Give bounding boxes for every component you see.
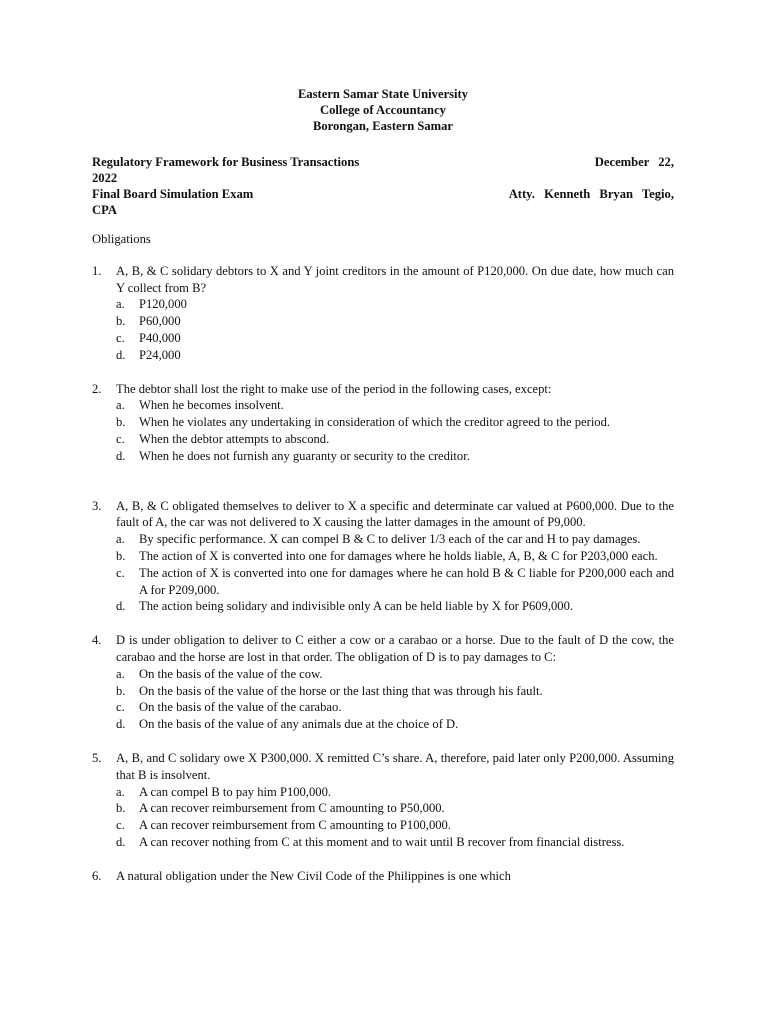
choice-text: When he does not furnish any guaranty or security to the creditor. — [139, 448, 470, 463]
choice-b — [116, 683, 674, 700]
instructor-name: Atty. Kenneth Bryan Tegio, — [508, 187, 674, 201]
choice-b — [116, 548, 674, 565]
choice-letter: c. — [116, 565, 125, 580]
question-text: A, B, & C solidary debtors to X and Y joint creditors in the amount of P120,000. On due date, how much can Y collect from B? — [116, 263, 674, 295]
choice-letter: d. — [116, 599, 126, 614]
choice-text: On the basis of the value of the horse or the last thing that was through his fault. — [139, 683, 543, 698]
choice-d — [116, 448, 674, 465]
question-number: 5. — [92, 750, 102, 765]
choice-a — [116, 531, 674, 548]
choice-d — [116, 598, 674, 615]
choice-d — [116, 716, 674, 733]
question-list — [92, 263, 674, 885]
choice-a — [116, 784, 674, 801]
choice-letter: d. — [116, 834, 126, 849]
choice-letter: a. — [116, 398, 125, 413]
choice-c — [116, 330, 674, 347]
exam-title: Final Board Simulation Exam — [92, 187, 254, 201]
choice-c — [116, 699, 674, 716]
choice-letter: a. — [116, 666, 125, 681]
choice-letter: a. — [116, 532, 125, 547]
choice-c — [116, 565, 674, 599]
choice-text: A can recover reimbursement from C amounting to P100,000. — [139, 818, 451, 833]
course-row — [92, 154, 674, 170]
choice-text: P60,000 — [139, 314, 181, 329]
choice-text: The action of X is converted into one for damages where he holds liable, A, B, & C for P203,000 each. — [139, 548, 658, 563]
question-1 — [92, 263, 674, 364]
choice-b — [116, 800, 674, 817]
university-name: Eastern Samar State University — [297, 87, 469, 101]
document-header — [92, 86, 674, 134]
choice-letter: b. — [116, 801, 126, 816]
exam-row — [92, 186, 674, 202]
choice-text: When he violates any undertaking in consideration of which the creditor agreed to the period. — [139, 415, 611, 430]
choice-text: A can compel B to pay him P100,000. — [139, 784, 332, 799]
choice-letter: d. — [116, 347, 126, 362]
choice-text: P120,000 — [139, 297, 187, 312]
question-4 — [92, 632, 674, 733]
course-title: Regulatory Framework for Business Transactions — [92, 155, 360, 169]
choice-list — [116, 666, 674, 733]
question-text: D is under obligation to deliver to C either a cow or a carabao or a horse. Due to the fault of D the cow, the carabao and the horse are lost in that order. The obligation of D is to pay damages to C: — [116, 633, 674, 664]
section-title: Obligations — [92, 232, 151, 246]
choice-letter: a. — [116, 784, 125, 799]
choice-b — [116, 313, 674, 330]
choice-text: The action being solidary and indivisible only A can be held liable by X for P609,000. — [139, 599, 574, 614]
question-2 — [92, 381, 674, 465]
choice-letter: d. — [116, 717, 126, 732]
choice-c — [116, 431, 674, 448]
document-page — [92, 86, 674, 885]
question-6 — [92, 868, 674, 885]
choice-text: By specific performance. X can compel B & C to deliver 1/3 each of the car and H to pay damages. — [139, 532, 641, 547]
choice-letter: d. — [116, 448, 126, 463]
choice-letter: b. — [116, 548, 126, 563]
question-text: A natural obligation under the New Civil Code of the Philippines is one which — [116, 868, 511, 883]
choice-text: On the basis of the value of any animals due at the choice of D. — [139, 717, 459, 732]
choice-letter: b. — [116, 415, 126, 430]
choice-text: A can recover nothing from C at this moment and to wait until B recover from financial distress. — [139, 834, 625, 849]
choice-text: A can recover reimbursement from C amounting to P50,000. — [139, 801, 445, 816]
college-name: College of Accountancy — [320, 103, 446, 117]
choice-text: The action of X is converted into one for damages where he can hold B & C liable for P200,000 each and A for P209,000. — [139, 565, 674, 597]
choice-a — [116, 666, 674, 683]
choice-list — [116, 397, 674, 464]
question-text: The debtor shall lost the right to make use of the period in the following cases, except: — [116, 381, 552, 396]
choice-a — [116, 397, 674, 414]
question-number: 1. — [92, 263, 102, 278]
choice-text: When the debtor attempts to abscond. — [139, 431, 330, 446]
choice-list — [116, 296, 674, 363]
choice-c — [116, 817, 674, 834]
choice-text: P24,000 — [139, 347, 181, 362]
choice-letter: a. — [116, 297, 125, 312]
question-number: 4. — [92, 633, 102, 648]
question-5 — [92, 750, 674, 851]
question-number: 6. — [92, 868, 102, 883]
choice-letter: b. — [116, 683, 126, 698]
choice-letter: c. — [116, 818, 125, 833]
choice-a — [116, 296, 674, 313]
exam-meta — [92, 154, 674, 218]
choice-text: On the basis of the value of the carabao. — [139, 700, 342, 715]
question-text: A, B, and C solidary owe X P300,000. X remitted C’s share. A, therefore, paid later only P200,000. Assuming that B is insolvent. — [116, 750, 674, 782]
question-number: 2. — [92, 381, 102, 396]
choice-text: On the basis of the value of the cow. — [139, 666, 323, 681]
choice-list — [116, 784, 674, 851]
question-number: 3. — [92, 498, 102, 513]
campus-location: Borongan, Eastern Samar — [312, 119, 454, 133]
instructor-credential: CPA — [92, 203, 117, 217]
choice-letter: c. — [116, 431, 125, 446]
choice-list — [116, 531, 674, 615]
choice-text: P40,000 — [139, 330, 181, 345]
choice-d — [116, 347, 674, 364]
choice-letter: c. — [116, 700, 125, 715]
choice-letter: c. — [116, 330, 125, 345]
choice-b — [116, 414, 674, 431]
question-3 — [92, 498, 674, 616]
choice-letter: b. — [116, 314, 126, 329]
question-text: A, B, & C obligated themselves to deliver to X a specific and determinate car valued at P600,000. Due to the fault of A, the car was not delivered to X causing the latter damages in the amount of P9,000. — [116, 498, 674, 530]
choice-d — [116, 834, 674, 851]
choice-text: When he becomes insolvent. — [139, 398, 284, 413]
exam-date: December 22, — [594, 155, 674, 169]
exam-date-year: 2022 — [92, 171, 118, 185]
